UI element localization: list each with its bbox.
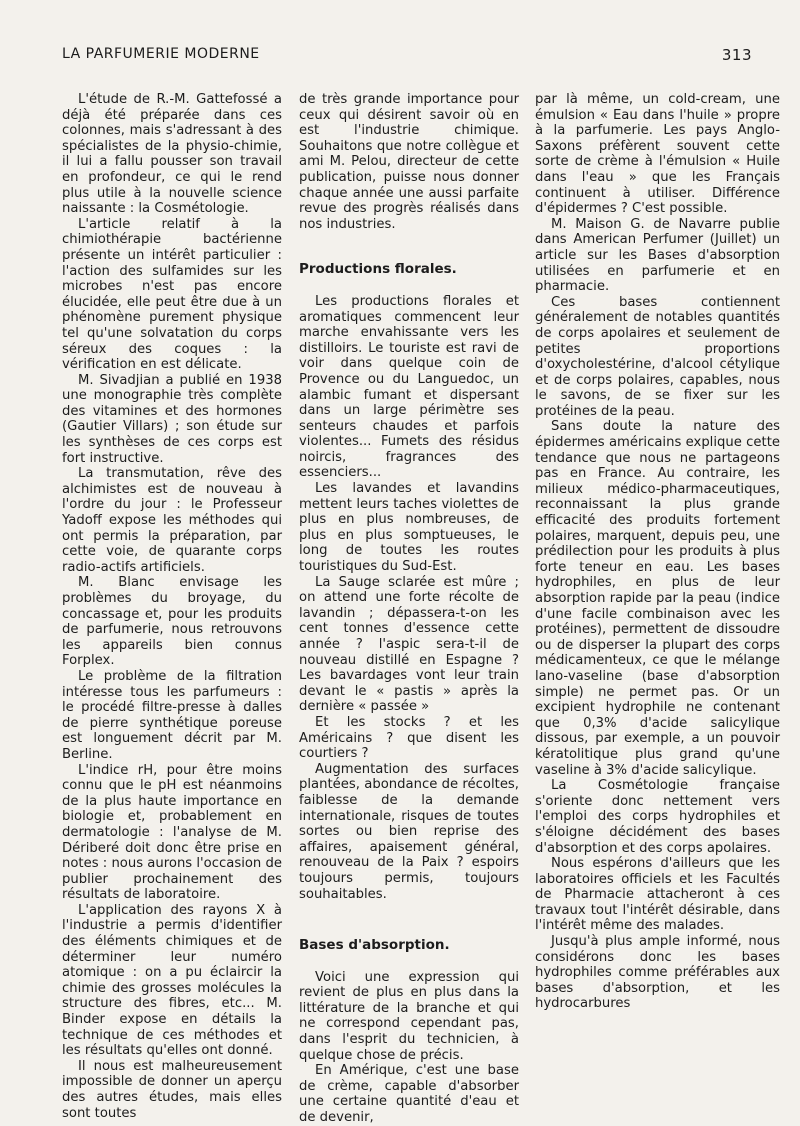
paragraph: La transmutation, rêve des alchimistes est de nouveau à l'ordre du jour : le Professeur Yadoff expose les méthodes qui ont permis la préparation, par cette voie, de quarante corps radio-actifs artificiels. xyxy=(62,466,282,575)
paragraph: Le problème de la filtration intéresse tous les parfumeurs : le procédé filtre-presse à dalles de pierre synthétique poreuse est longuement décrit par M. Berline. xyxy=(62,668,282,762)
paragraph: de très grande importance pour ceux qui désirent savoir où en est l'industrie chimique. Souhaitons que notre collègue et ami M. Pelou, directeur de cette publication, puisse nous donner chaque année une aussi parfaite revue des progrès réalisés dans nos industries. xyxy=(299,92,519,232)
text-column-3 xyxy=(535,92,780,1012)
running-title: LA PARFUMERIE MODERNE xyxy=(62,46,260,62)
paragraph: La Sauge sclarée est mûre ; on attend une forte récolte de lavandin ; dépassera-t-on les cent tonnes d'essence cette année ? l'aspic sera-t-il de nouveau distillé en Espagne ? Les bavardages vont leur train devant le « pastis » après la dernière « passée » xyxy=(299,574,519,715)
paragraph: Voici une expression qui revient de plus en plus dans la littérature de la branche et qui ne correspond cependant pas, dans l'esprit du technicien, à quelque chose de précis. xyxy=(299,969,519,1063)
paragraph: Ces bases contiennent généralement de notables quantités de corps apolaires et seulement de petites proportions d'oxycholestérine, d'alcool cétylique et de corps polaires, capables, nous le savons, de se fixer sur les protéines de la peau. xyxy=(535,294,780,419)
paragraph: Les productions florales et aromatiques commencent leur marche envahissante vers les distilloirs. Le touriste est ravi de voir dans quelque coin de Provence ou du Languedoc, un alambic fumant et dispersant dans un large périmètre ses senteurs chaudes et parfois violentes... Fumets des résidus noircis, fragrances des essenciers... xyxy=(299,293,519,481)
paragraph: Et les stocks ? et les Américains ? que disent les courtiers ? xyxy=(299,714,519,762)
paragraph: L'indice rH, pour être moins connu que le pH est néanmoins de la plus haute importance en biologie et, probablement en dermatologie : l'analyse de M. Dériberé doit donc être prise en notes : nous aurons l'occasion de publier prochainement des résultats de laboratoire. xyxy=(62,762,282,903)
paragraph: Nous espérons d'ailleurs que les laboratoires officiels et les Facultés de Pharmacie attacheront à ces travaux tout l'intérêt désirable, dans l'intérêt même des malades. xyxy=(535,856,780,934)
page-header xyxy=(62,46,752,68)
paragraph: La Cosmétologie française s'oriente donc nettement vers l'emploi des corps hydrophiles et s'éloigne décidément des bases d'absorption et des corps apolaires. xyxy=(535,778,780,856)
text-column-1 xyxy=(62,92,282,1121)
paragraph: L'article relatif à la chimiothérapie bactérienne présente un intérêt particulier : l'action des sulfamides sur les microbes n'est pas encore élucidée, elle peut être due à un phénomène purement physique tel qu'une solvatation du corps séreux des coques : la vérification en est délicate. xyxy=(62,216,282,373)
page-number: 313 xyxy=(721,46,752,64)
paragraph: L'étude de R.-M. Gattefossé a déjà été préparée dans ces colonnes, mais s'adressant à des spécialistes de la physio-chimie, il lui a fallu pousser son travail en profondeur, ce qui le rend plus utile à la nouvelle science naissante : la Cosmétologie. xyxy=(62,92,282,217)
paragraph: Sans doute la nature des épidermes américains explique cette tendance que nous ne partageons pas en France. Au contraire, les milieux médico-pharmaceutiques, reconnaissant la plus grande efficacité des produits fortement polaires, marquent, depuis peu, une prédilection pour les produits à plus forte teneur en eau. Les bases hydrophiles, en plus de leur absorption rapide par la peau (indice d'une facile combinaison avec les protéines), permettent de dissoudre ou de disperser la plupart des corps médicamenteux, ce que le mélange lano-vaseline (base d'absorption simple) ne permet pas. Or un excipient hydrophile ne contenant que 0,3% d'acide salicylique dissous, par exemple, a un pouvoir kératolitique plus grand qu'une vaseline à 3% d'acide salicylique. xyxy=(535,419,780,778)
paragraph: M. Blanc envisage les problèmes du broyage, du concassage et, pour les produits de parfumerie, nous retrouvons les appareils bien connus Forplex. xyxy=(62,575,282,669)
paragraph: Jusqu'à plus ample informé, nous considérons donc les bases hydrophiles comme préférables aux bases d'absorption, et les hydrocarbures xyxy=(535,934,780,1012)
text-column-2 xyxy=(299,92,519,1126)
section-heading-productions-florales: Productions florales. xyxy=(299,261,457,278)
paragraph: L'application des rayons X à l'industrie a permis d'identifier des éléments chimiques et de déterminer leur numéro atomique : on a pu éclaircir la chimie des grosses molécules la structure des fibres, etc... M. Binder expose en détails la technique de ces méthodes et les résultats qu'elles ont donné. xyxy=(62,902,282,1059)
paragraph: par là même, un cold-cream, une émulsion « Eau dans l'huile » propre à la parfumerie. Les pays Anglo-Saxons préfèrent souvent cette sorte de crème à l'émulsion « Huile dans l'eau » que les Français continuent à utiliser. Différence d'épidermes ? C'est possible. xyxy=(535,92,780,217)
paragraph: Il nous est malheureusement impossible de donner un aperçu des autres études, mais elles sont toutes xyxy=(62,1058,282,1121)
paragraph: M. Maison G. de Navarre publie dans American Perfumer (Juillet) un article sur les Bases d'absorption utilisées en parfumerie et en pharmacie. xyxy=(535,216,780,295)
paragraph: Les lavandes et lavandins mettent leurs taches violettes de plus en plus nombreuses, de plus en plus somptueuses, le long de toutes les routes touristiques du Sud-Est. xyxy=(299,481,519,575)
paragraph: Augmentation des surfaces plantées, abondance de récoltes, faiblesse de la demande internationale, risques de toutes sortes ou bien reprise des affaires, apaisement général, renouveau de la Paix ? espoirs toujours permis, toujours souhaitables. xyxy=(299,761,519,902)
section-heading-bases-absorption: Bases d'absorption. xyxy=(299,937,450,954)
paragraph: M. Sivadjian a publié en 1938 une monographie très complète des vitamines et des hormones (Gautier Villars) ; son étude sur les synthèses de ces corps est fort instructive. xyxy=(62,372,282,466)
paragraph: En Amérique, c'est une base de crème, capable d'absorber une certaine quantité d'eau et de devenir, xyxy=(299,1063,519,1126)
